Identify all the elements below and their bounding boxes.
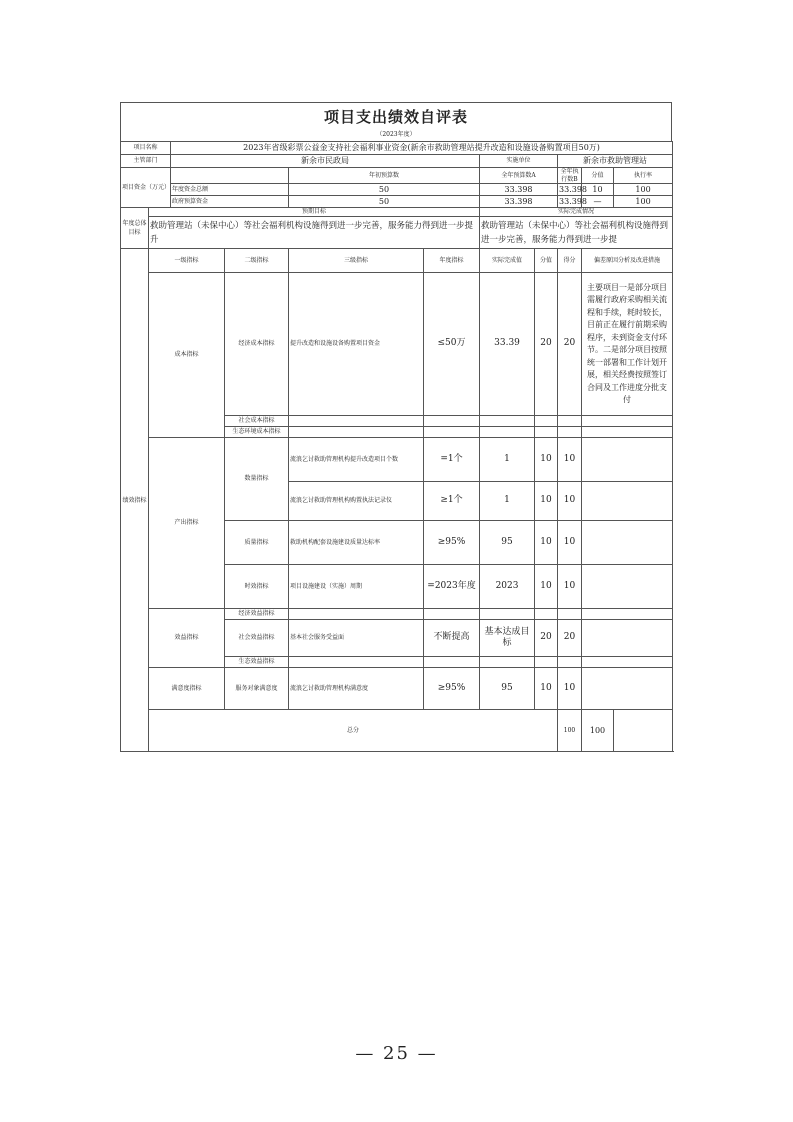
funds-annual: 33.398	[480, 196, 558, 208]
performance-self-evaluation-form	[120, 102, 672, 752]
econ-cost-score: 20	[558, 273, 582, 416]
econ-cost-name: 提升改造和设施设备购置项目资金	[289, 273, 424, 416]
project-name-label: 项目名称	[121, 142, 171, 155]
timeliness-target: =2023年度	[424, 565, 480, 609]
funds-weight: —	[582, 196, 614, 208]
total-weight: 100	[558, 710, 582, 752]
funds-header-annual: 全年预算数A	[480, 168, 558, 184]
quality-indicator: 质量指标	[225, 521, 289, 565]
quantity-2-score: 10	[558, 482, 582, 521]
quality-target: ≥95%	[424, 521, 480, 565]
deviation-reason: 主要项目一是部分项目需履行政府采购相关流程和手续，耗时较长，目前正在履行前期采购程序，未到资金支付环节。二是部分项目按照统一部署和工作计划开展，相关经费按照签订合同及工作进度分批支付	[582, 273, 673, 416]
reason-header: 偏差原因分析及改进措施	[582, 249, 673, 273]
timeliness-actual: 2023	[480, 565, 535, 609]
benefit-indicator: 效益指标	[149, 609, 225, 668]
quantity-1-score: 10	[558, 438, 582, 482]
cost-indicator: 成本指标	[149, 273, 225, 438]
funds-executed: 33.398	[559, 184, 588, 194]
funds-header-weight: 分值	[582, 168, 614, 184]
form-year: （2023年度）	[120, 129, 672, 141]
quality-name: 救助机构配套设施建设质量达标率	[289, 521, 424, 565]
satisfaction-score: 10	[558, 668, 582, 710]
actual-header: 实际完成值	[480, 249, 535, 273]
score-header: 得分	[558, 249, 582, 273]
social-cost-indicator: 社会成本指标	[225, 416, 289, 427]
timeliness-weight: 10	[535, 565, 558, 609]
actual-goal-header: 实际完成情况	[480, 208, 673, 217]
funds-rate: 100	[614, 196, 673, 208]
funds-weight: 10	[582, 184, 614, 196]
satisfaction-target: ≥95%	[424, 668, 480, 710]
econ-cost-weight: 20	[535, 273, 558, 416]
project-name: 2023年省级彩票公益金支持社会福利事业资金(新余市救助管理站提升改造和设施设备购置项目50万)	[171, 142, 673, 155]
quantity-2-weight: 10	[535, 482, 558, 521]
funds-corner	[171, 168, 289, 184]
quality-score: 10	[558, 521, 582, 565]
econ-cost-target: ≤50万	[424, 273, 480, 416]
satisfaction-weight: 10	[535, 668, 558, 710]
social-benefit-target: 不断提高	[424, 620, 480, 657]
satisfaction-name: 流浪乞讨救助管理机构满意度	[289, 668, 424, 710]
funds-row-label: 年度资金总额	[171, 184, 289, 196]
quantity-1-name: 流浪乞讨救助管理机构提升改造项目个数	[289, 438, 424, 482]
funds-label: 项目资金（万元）	[121, 168, 171, 208]
page-number: — 25 —	[355, 1043, 438, 1064]
funds-header-executed: 全年执行数B	[558, 168, 582, 184]
funds-annual: 33.398	[480, 184, 558, 196]
quality-weight: 10	[535, 521, 558, 565]
econ-cost-indicator: 经济成本指标	[225, 273, 289, 416]
eco-benefit-indicator: 生态效益指标	[225, 657, 289, 668]
econ-cost-actual: 33.39	[480, 273, 535, 416]
level1-header: 一级指标	[149, 249, 225, 273]
timeliness-indicator: 时效指标	[225, 565, 289, 609]
quantity-1-actual: 1	[480, 438, 535, 482]
timeliness-name: 项目设施建设（实施）周期	[289, 565, 424, 609]
impl-label: 实施单位	[480, 155, 558, 168]
quantity-indicator: 数量指标	[225, 438, 289, 521]
total-label: 总分	[149, 710, 558, 752]
dept-label: 主管部门	[121, 155, 171, 168]
econ-benefit-indicator: 经济效益指标	[225, 609, 289, 620]
quantity-2-target: ≥1个	[424, 482, 480, 521]
impl-value: 新余市救助管理站	[558, 155, 673, 168]
social-benefit-actual: 基本达成目标	[480, 620, 535, 657]
social-benefit-name: 基本社会服务受益面	[289, 620, 424, 657]
indicators-side-label: 绩效指标	[121, 249, 149, 752]
social-benefit-indicator: 社会效益指标	[225, 620, 289, 657]
actual-goal-text: 救助管理站（未保中心）等社会福利机构设施得到进一步完善，服务能力得到进一步提	[480, 217, 673, 249]
output-indicator: 产出指标	[149, 438, 225, 609]
eco-cost-indicator: 生态环境成本指标	[225, 427, 289, 438]
funds-rate: 100	[614, 184, 673, 196]
funds-header-initial: 年初预算数	[289, 168, 480, 184]
dept-value: 新余市民政局	[171, 155, 480, 168]
total-score: 100	[582, 710, 614, 752]
funds-initial: 50	[289, 196, 480, 208]
quantity-1-weight: 10	[535, 438, 558, 482]
funds-initial: 50	[289, 184, 480, 196]
timeliness-score: 10	[558, 565, 582, 609]
expected-goal-header: 预期目标	[149, 208, 480, 217]
annual-goal-label: 年度总体目标	[121, 208, 149, 249]
level3-header: 三级指标	[289, 249, 424, 273]
quantity-2-actual: 1	[480, 482, 535, 521]
form-title: 项目支出绩效自评表	[120, 102, 672, 129]
level2-header: 二级指标	[225, 249, 289, 273]
funds-header-rate: 执行率	[614, 168, 673, 184]
evaluation-table	[120, 141, 673, 752]
satisfaction-actual: 95	[480, 668, 535, 710]
weight-header: 分值	[535, 249, 558, 273]
funds-executed: 33.398	[559, 196, 588, 206]
quantity-2-name: 流浪乞讨救助管理机构购置执法记录仪	[289, 482, 424, 521]
satisfaction-indicator: 满意度指标	[149, 668, 225, 710]
service-satisfaction-indicator: 服务对象满意度	[225, 668, 289, 710]
expected-goal-text: 救助管理站（未保中心）等社会福利机构设施得到进一步完善，服务能力得到进一步提升	[149, 217, 480, 249]
social-benefit-weight: 20	[535, 620, 558, 657]
quantity-1-target: =1个	[424, 438, 480, 482]
target-header: 年度指标	[424, 249, 480, 273]
funds-row-label: 政府预算资金	[171, 196, 289, 208]
social-benefit-score: 20	[558, 620, 582, 657]
quality-actual: 95	[480, 521, 535, 565]
